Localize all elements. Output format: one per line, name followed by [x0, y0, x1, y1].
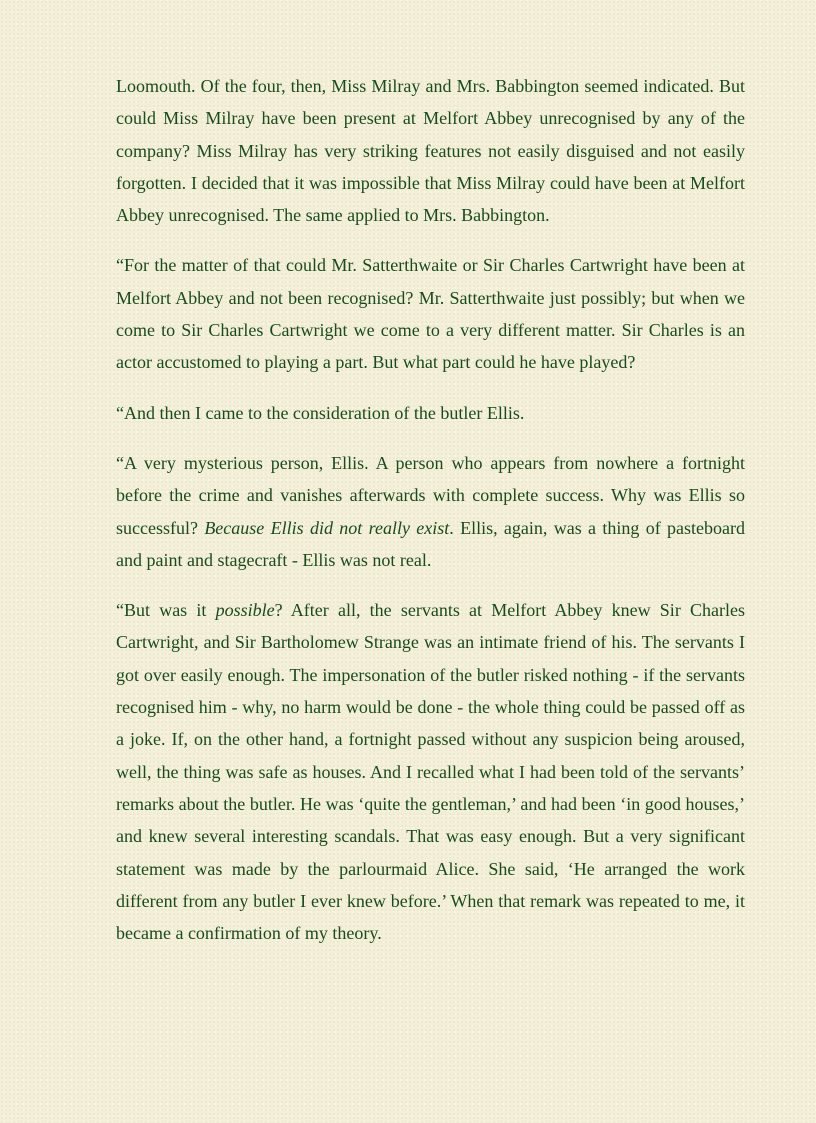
- paragraph-text: . Ellis, again, was a thing of pasteboard and paint and stagecraft - Ellis was not real.: [116, 517, 746, 570]
- paragraph-text: “And then I came to the consideration of the butler Ellis.: [116, 402, 525, 423]
- paragraph-text: Loomouth. Of the four, then, Miss Milray and Mrs. Babbington seemed indicated. But could Miss Milray have been present at Melfort Abbey unrecognised by any of the company? Miss Milray has very striking features not easily disguised and not easily forgotten. I decided that it was impossible that Miss Milray could have been at Melfort Abbey unrecognised. The same applied to Mrs. Babbington.: [116, 76, 745, 226]
- italic-emphasis: Because Ellis did not really exist: [204, 517, 450, 538]
- paragraph-4: [116, 447, 745, 576]
- paragraph-5: [116, 594, 745, 949]
- paragraph-text: “But was it: [116, 600, 216, 621]
- italic-emphasis: possible: [215, 600, 275, 621]
- paragraph-3: [116, 397, 745, 429]
- paragraph-text: “A very mysterious person, Ellis. A person who appears from nowhere a fortnight before the crime and vanishes afterwards with complete success. Why was Ellis so successful?: [116, 452, 745, 538]
- paragraph-1: [116, 70, 745, 231]
- paragraph-text: ? After all, the servants at Melfort Abbey knew Sir Charles Cartwright, and Sir Bartholomew Strange was an intimate friend of his. The servants I got over easily enough. The impersonation of the butler risked nothing - if the servants recognised him - why, no harm would be done - the whole thing could be passed off as a joke. If, on the other hand, a fortnight passed without any suspicion being aroused, well, the thing was safe as houses. And I recalled what I had been told of the servants’ remarks about the butler. He was ‘quite the gentleman,’ and had been ‘in good houses,’ and knew several interesting scandals. That was easy enough. But a very significant statement was made by the parlourmaid Alice. She said, ‘He arranged the work different from any butler I ever knew before.’ When that remark was repeated to me, it became a confirmation of my theory.: [116, 600, 745, 944]
- paragraph-text: “For the matter of that could Mr. Satterthwaite or Sir Charles Cartwright have been at Melfort Abbey and not been recognised? Mr. Satterthwaite just possibly; but when we come to Sir Charles Cartwright we come to a very different matter. Sir Charles is an actor accustomed to playing a part. But what part could he have played?: [116, 255, 745, 373]
- book-page: [116, 70, 745, 967]
- paragraph-2: [116, 249, 745, 378]
